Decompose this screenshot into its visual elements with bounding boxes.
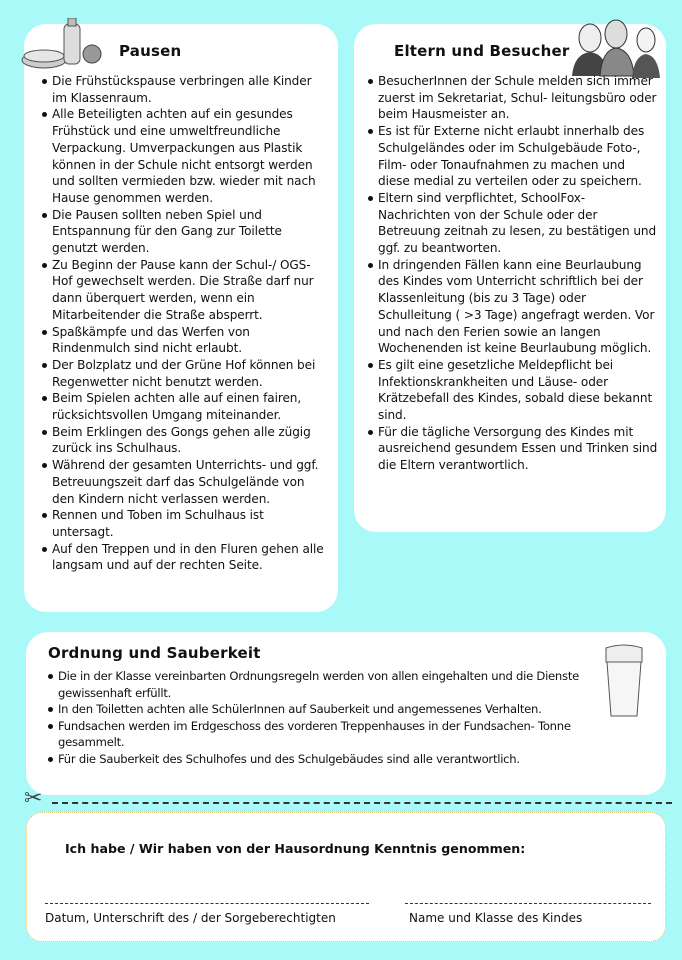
list-item: Für die tägliche Versorgung des Kindes mit ausreichend gesundem Essen und Trinken sind die Eltern verantwortlich. [368,424,658,474]
list-item: Der Bolzplatz und der Grüne Hof können bei Regenwetter nicht benutzt werden. [42,357,328,390]
list-item: Die Frühstückspause verbringen alle Kinder im Klassenraum. [42,73,328,106]
signature-label-left: Datum, Unterschrift des / der Sorgeberechtigten [45,911,336,925]
list-item: Es ist für Externe nicht erlaubt innerhalb des Schulgeländes oder im Schulgebäude Foto-, Film- oder Tonaufnahmen zu machen und diese medial zu verteilen oder zu speichern. [368,123,658,190]
pausen-list [42,73,328,574]
ordnung-list [48,668,608,768]
signature-section [26,812,666,942]
list-item: Während der gesamten Unterrichts- und ggf. Betreuungszeit darf das Schulgelände von den Kindern nicht verlassen werden. [42,457,328,507]
list-item: Die Pausen sollten neben Spiel und Entspannung für den Gang zur Toilette genutzt werden. [42,207,328,257]
list-item: Spaßkämpfe und das Werfen von Rindenmulch sind nicht erlaubt. [42,324,328,357]
cut-line [52,802,672,804]
signature-line-left[interactable] [45,903,369,904]
eltern-section [354,24,666,532]
list-item: Auf den Treppen und in den Fluren gehen alle langsam und auf der rechten Seite. [42,541,328,574]
eltern-title: Eltern und Besucher [394,42,570,60]
list-item: Beim Spielen achten alle auf einen fairen, rücksichtsvollen Umgang miteinander. [42,390,328,423]
list-item: Eltern sind verpflichtet, SchoolFox- Nachrichten von der Schule oder der Betreuung zeitnah zu lesen, zu bestätigen und ggf. zu beantworten. [368,190,658,257]
consent-statement: Ich habe / Wir haben von der Hausordnung Kenntnis genommen: [65,841,526,856]
people-icon [564,16,664,78]
pausen-title: Pausen [119,42,182,60]
list-item: Beim Erklingen des Gongs gehen alle zügig zurück ins Schulhaus. [42,424,328,457]
list-item: Für die Sauberkeit des Schulhofes und des Schulgebäudes sind alle verantwortlich. [48,751,608,768]
trash-bin-icon [602,644,646,720]
list-item: Zu Beginn der Pause kann der Schul-/ OGS-Hof gewechselt werden. Die Straße darf nur dann überquert werden, wenn ein Mitarbeitender die Straße absperrt. [42,257,328,324]
list-item: Rennen und Toben im Schulhaus ist untersagt. [42,507,328,540]
list-item: BesucherInnen der Schule melden sich immer zuerst im Sekretariat, Schul- leitungsbüro oder beim Hausmeister an. [368,73,658,123]
signature-label-right: Name und Klasse des Kindes [409,911,583,925]
pausen-section [24,24,338,612]
ordnung-section [26,632,666,795]
signature-line-right[interactable] [405,903,651,904]
ordnung-title: Ordnung und Sauberkeit [48,644,261,662]
list-item: Die in der Klasse vereinbarten Ordnungsregeln werden von allen eingehalten und die Dienste gewissenhaft erfüllt. [48,668,608,701]
list-item: In dringenden Fällen kann eine Beurlaubung des Kindes vom Unterricht schriftlich bei der Klassenleitung (bis zu 3 Tage) oder Schulleitung ( >3 Tage) angefragt werden. Vor und nach den Ferien sowie an langen Wochenenden ist keine Beurlaubung möglich. [368,257,658,357]
list-item: Fundsachen werden im Erdgeschoss des vorderen Treppenhauses in der Fundsachen- Tonne gesammelt. [48,718,608,751]
food-icon [20,18,106,74]
scissors-icon: ✂ [24,786,43,811]
list-item: Alle Beteiligten achten auf ein gesundes Frühstück und eine umweltfreundliche Verpackung. Umverpackungen aus Plastik können in der Schule nicht entsorgt werden und sollten vermieden bzw. wieder mit nach Hause genommen werden. [42,106,328,206]
list-item: In den Toiletten achten alle SchülerInnen auf Sauberkeit und angemessenes Verhalten. [48,701,608,718]
list-item: Es gilt eine gesetzliche Meldepflicht bei Infektionskrankheiten und Läuse- oder Krätzebefall des Kindes, sobald diese bekannt sind. [368,357,658,424]
eltern-list [368,73,658,474]
